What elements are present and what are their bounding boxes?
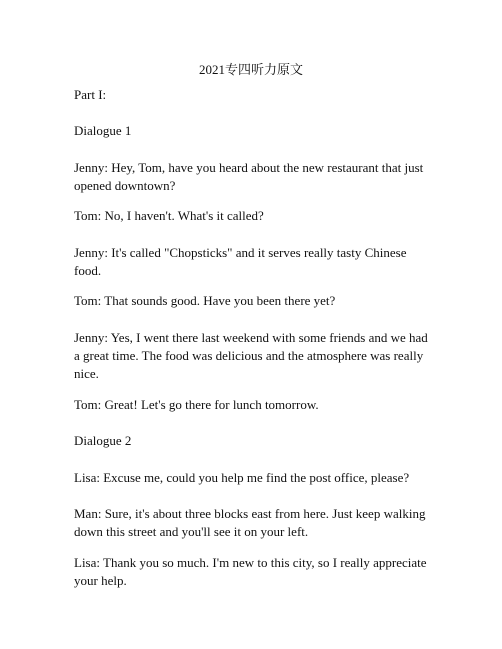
dialogue-line: Man: Sure, it's about three blocks east from here. Just keep walking down this street and you'll see it on your left. xyxy=(74,506,426,539)
dialogue-line: Tom: Great! Let's go there for lunch tomorrow. xyxy=(74,397,319,412)
dialogue-line: Jenny: Hey, Tom, have you heard about the new restaurant that just opened downtown? xyxy=(74,160,424,193)
dialogue-line: Lisa: Thank you so much. I'm new to this city, so I really appreciate your help. xyxy=(74,555,427,588)
document-title: 2021专四听力原文 xyxy=(198,62,303,77)
section-heading: Part I: xyxy=(74,87,107,102)
dialogue-line: Jenny: Yes, I went there last weekend with some friends and we had a great time. The food was delicious and the atmosphere was really nice. xyxy=(74,330,428,381)
dialogue-heading: Dialogue 2 xyxy=(74,433,132,448)
dialogue-line: Jenny: It's called "Chopsticks" and it serves really tasty Chinese food. xyxy=(74,245,407,278)
dialogue-heading: Dialogue 1 xyxy=(74,123,132,138)
dialogue-line: Tom: No, I haven't. What's it called? xyxy=(74,208,264,223)
dialogue-line: Lisa: Excuse me, could you help me find the post office, please? xyxy=(74,470,410,485)
dialogue-line: Tom: That sounds good. Have you been there yet? xyxy=(74,293,336,308)
